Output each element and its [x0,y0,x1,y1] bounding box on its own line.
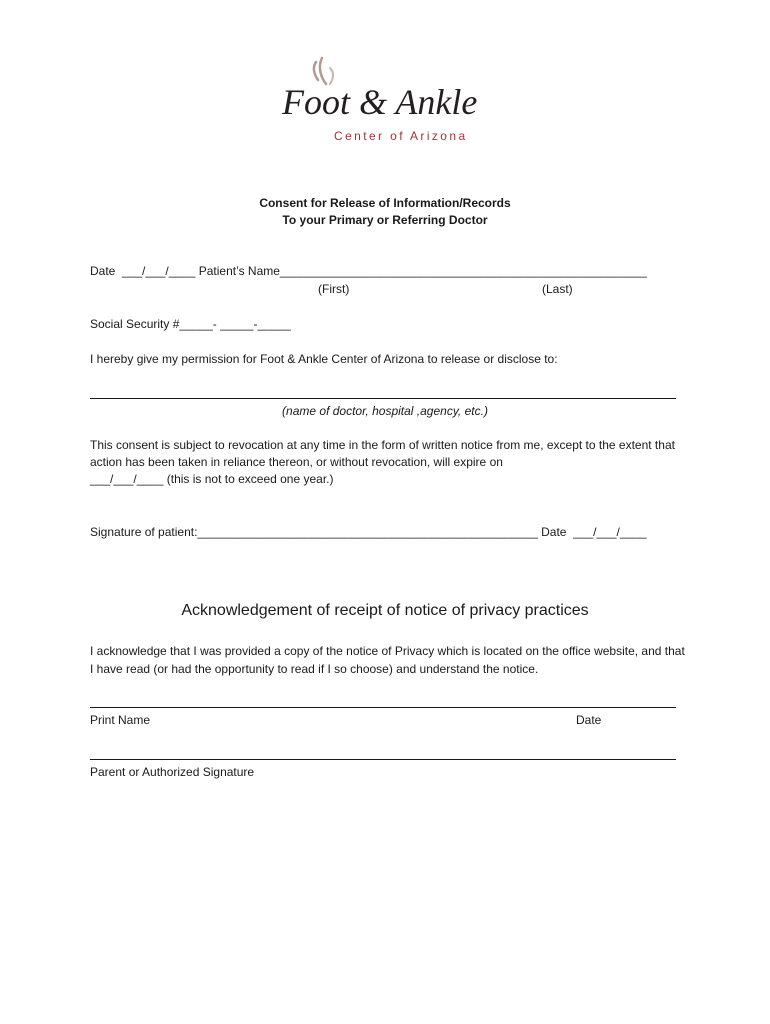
logo-swirl-icon [314,58,326,84]
form-title-line2: To your Primary or Referring Doctor [282,213,488,227]
consent-paragraph [90,437,680,488]
print-name-field[interactable] [90,707,676,708]
first-name-label: (First) [318,282,350,296]
parent-signature-field[interactable] [90,759,676,760]
last-name-label: (Last) [542,282,573,296]
acknowledgement-heading: Acknowledgement of receipt of notice of privacy practices [181,602,589,619]
social-security-line[interactable]: Social Security #_____- _____-_____ [90,317,291,331]
form-title-line1: Consent for Release of Information/Records [259,196,511,210]
form-title [0,195,770,229]
recipient-name-field[interactable] [90,398,676,399]
permission-text: I hereby give my permission for Foot & Ankle Center of Arizona to release or disclose to: [90,352,558,366]
parent-signature-label: Parent or Authorized Signature [90,765,255,779]
logo-tagline-text: Center of Arizona [334,129,468,143]
foot-ankle-logo [274,54,504,150]
print-name-label: Print Name [90,713,151,727]
recipient-caption: (name of doctor, hospital ,agency, etc.) [282,404,488,418]
date-patient-name-line[interactable]: Date ___/___/____ Patient’s Name_______________________________________________________ [90,264,647,278]
consent-expiry-line[interactable]: ___/___/____ (this is not to exceed one year.) [90,472,334,486]
acknowledgement-text: I acknowledge that I was provided a copy of the notice of Privacy which is located on the office website, and that I have read (or had the opportunity to read if I so choose) and understand the notice. [90,644,685,676]
logo-name-text: Foot & Ankle [282,82,478,122]
date-label: Date [576,713,602,727]
consent-paragraph-text: This consent is subject to revocation at any time in the form of written notice from me, except to the extent that action has been taken in reliance thereon, or without revocation, will expire on [90,438,675,469]
patient-signature-line[interactable]: Signature of patient:___________________________________________________ Date ___/___/____ [90,525,647,539]
